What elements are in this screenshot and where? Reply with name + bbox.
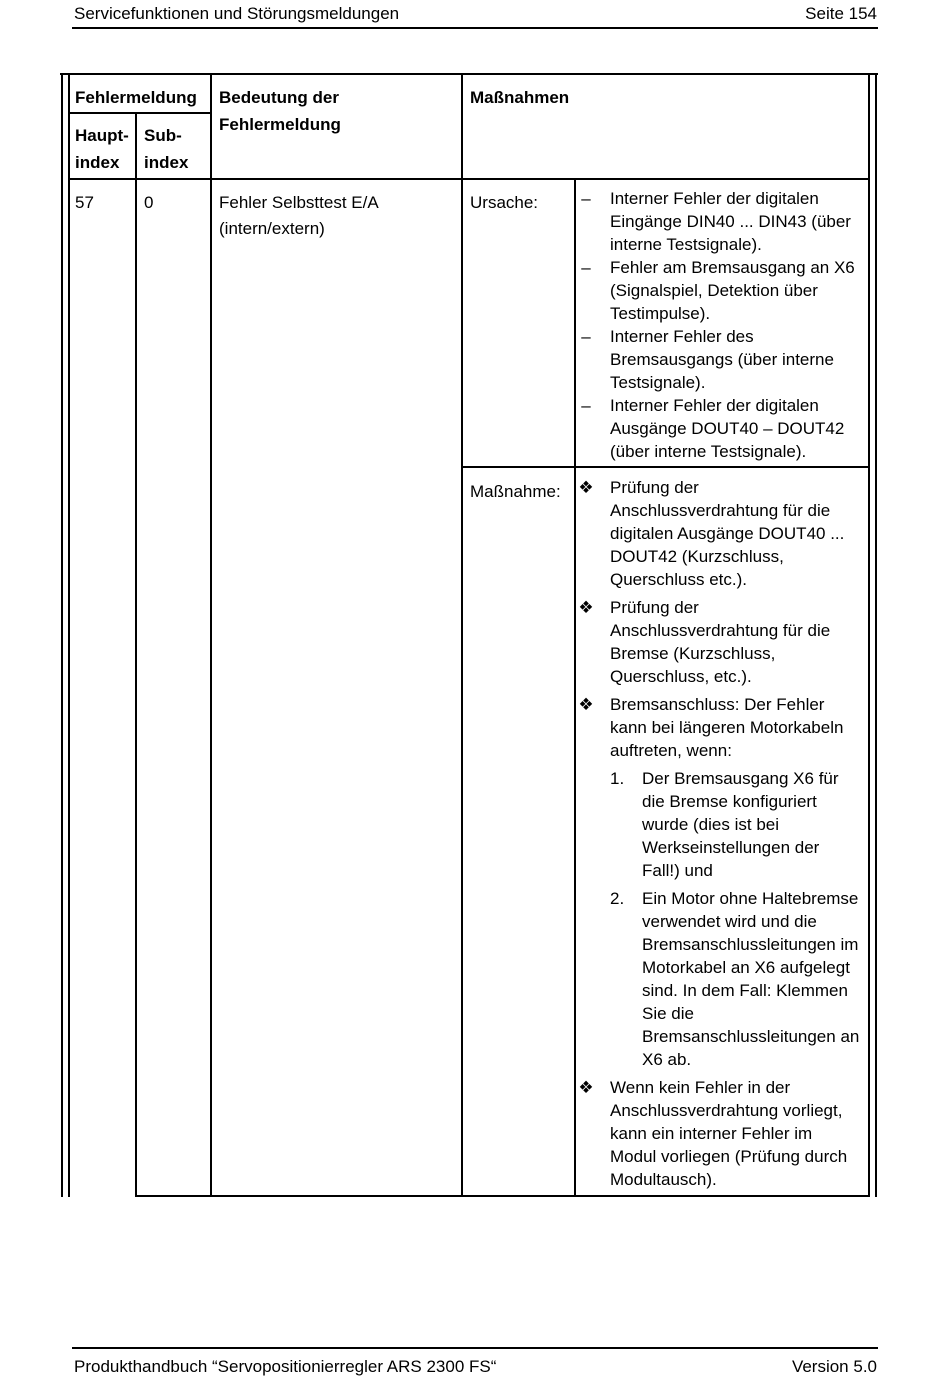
footer-title: Produkthandbuch “Servopositionierregler ARS 2300 FS“ — [74, 1357, 497, 1376]
header-bottom-line — [68, 178, 870, 180]
action-label: Maßnahme: — [470, 482, 561, 501]
action-item: ❖ Prüfung der Anschlussverdrahtung für die Bremse (Kurzschluss, Querschluss, etc.). — [576, 596, 876, 688]
col-meaning-header-1: Bedeutung der — [219, 88, 339, 107]
cause-label: Ursache: — [470, 193, 539, 212]
header-rule — [72, 27, 878, 29]
col-meaning-header-2: Fehlermeldung — [219, 115, 341, 134]
table-top-border — [60, 73, 878, 75]
action-list — [576, 476, 876, 1191]
diamond-bullet-icon: ❖ — [578, 695, 594, 714]
cause-action-divider — [461, 466, 870, 468]
action-item: ❖ Prüfung der Anschlussverdrahtung für die digitalen Ausgänge DOUT40 ... DOUT42 (Kurzschluss, Querschluss etc.). — [576, 476, 876, 591]
col-divider-actions — [461, 74, 463, 1197]
header-split-line — [68, 112, 211, 114]
page-number: Seite 154 — [805, 4, 877, 23]
col-main-header-2: index — [75, 153, 120, 172]
table-left-border-outer — [61, 73, 63, 1197]
dash-marker: – — [581, 189, 591, 208]
dash-marker: – — [581, 327, 591, 346]
condition-item: 2. Ein Motor ohne Haltebremse verwendet wird und die Bremsanschlussleitungen im Motorkabel an X6 aufgelegt sind. In dem Fall: Klemmen Sie die Bremsanschlussleitungen an X6 ab. — [610, 889, 860, 1069]
col-divider-sub — [135, 113, 137, 1197]
footer-rule — [72, 1347, 878, 1349]
col-sub-header-2: index — [144, 153, 189, 172]
col-sub-header-1: Sub- — [144, 126, 182, 145]
diamond-bullet-icon: ❖ — [578, 598, 594, 617]
table-bottom-line — [135, 1195, 870, 1197]
footer-version: Version 5.0 — [791, 1357, 877, 1376]
condition-number: 1. — [610, 769, 625, 788]
action-item: ❖ Bremsanschluss: Der Fehler kann bei längeren Motorkabeln auftreten, wenn: — [576, 693, 876, 762]
main-index-value: 57 — [75, 193, 94, 212]
cause-item: – Interner Fehler des Bremsausgangs (über interne Testsignale). — [576, 325, 876, 394]
diamond-bullet-icon: ❖ — [578, 478, 594, 497]
dash-marker: – — [581, 396, 591, 415]
dash-marker: – — [581, 258, 591, 277]
diamond-bullet-icon: ❖ — [578, 1078, 594, 1097]
meaning-line-1: Fehler Selbsttest E/A — [219, 193, 379, 212]
col-divider-meaning — [210, 74, 212, 1197]
condition-item: 1. Der Bremsausgang X6 für die Bremse konfiguriert wurde (dies ist bei Werkseinstellungen der Fall!) und — [610, 769, 839, 880]
cause-item: – Interner Fehler der digitalen Ausgänge DOUT40 – DOUT42 (über interne Testsignale). — [576, 394, 876, 463]
cause-item: – Interner Fehler der digitalen Eingänge DIN40 ... DIN43 (über interne Testsignale). — [576, 187, 876, 256]
col-error-header: Fehlermeldung — [75, 88, 197, 107]
cause-list — [576, 187, 876, 463]
page-header-title: Servicefunktionen und Störungsmeldungen — [74, 4, 400, 23]
sub-index-value: 0 — [144, 193, 154, 212]
condition-number: 2. — [610, 889, 625, 908]
cause-item: – Fehler am Bremsausgang an X6 (Signalspiel, Detektion über Testimpulse). — [576, 256, 876, 325]
action-item: ❖ Wenn kein Fehler in der Anschlussverdrahtung vorliegt, kann ein interner Fehler im Modul vorliegen (Prüfung durch Modultausch). — [576, 1076, 876, 1191]
col-actions-header: Maßnahmen — [470, 88, 570, 107]
col-main-header-1: Haupt- — [75, 126, 129, 145]
meaning-line-2: (intern/extern) — [219, 219, 325, 238]
condition-list — [576, 767, 876, 1071]
table-left-border-inner — [68, 74, 70, 1197]
